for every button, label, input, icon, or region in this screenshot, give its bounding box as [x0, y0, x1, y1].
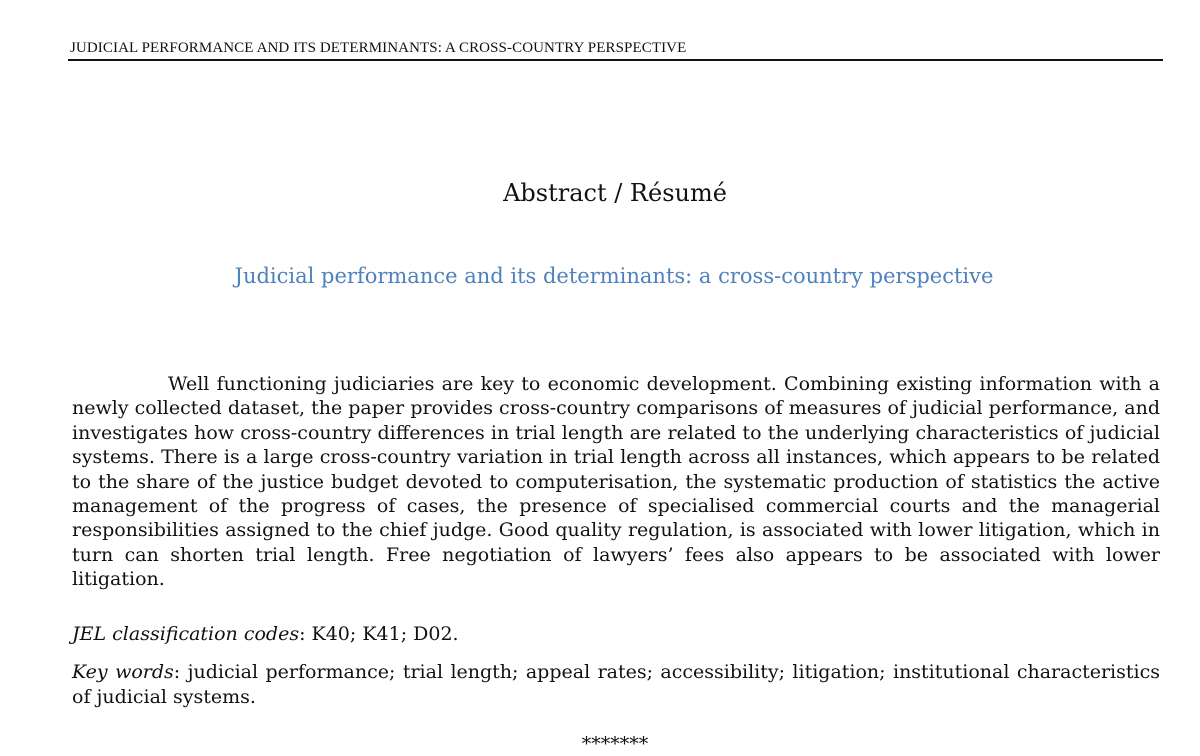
running-header: JUDICIAL PERFORMANCE AND ITS DETERMINANTS: A CROSS-COUNTRY PERSPECTIVE [70, 40, 687, 56]
keywords-value: : judicial performance; trial length; appeal rates; accessibility; litigation; institutional characteristics of judicial systems. [72, 661, 1160, 708]
keywords [72, 660, 1160, 709]
section-title: Abstract / Résumé [503, 179, 727, 207]
jel-label: JEL classification codes [72, 623, 300, 645]
header-rule [68, 59, 1163, 61]
section-separator: ******* [581, 733, 649, 755]
keywords-label: Key words [72, 661, 174, 683]
paper-title: Judicial performance and its determinants: a cross-country perspective [234, 264, 994, 288]
jel-value: : K40; K41; D02. [299, 623, 459, 645]
jel-codes [72, 622, 1160, 646]
abstract-paragraph: Well functioning judiciaries are key to economic development. Combining existing information with a newly collected dataset, the paper provides cross-country comparisons of measures of judicial performance, and investigates how cross-country differences in trial length are related to the underlying characteristics of judicial systems. There is a large cross-country variation in trial length across all instances, which appears to be related to the share of the justice budget devoted to computerisation, the systematic production of statistics the active management of the progress of cases, the presence of specialised commercial courts and the managerial responsibilities assigned to the chief judge. Good quality regulation, is associated with lower litigation, which in turn can shorten trial length. Free negotiation of lawyers’ fees also appears to be associated with lower litigation. [72, 373, 1160, 591]
